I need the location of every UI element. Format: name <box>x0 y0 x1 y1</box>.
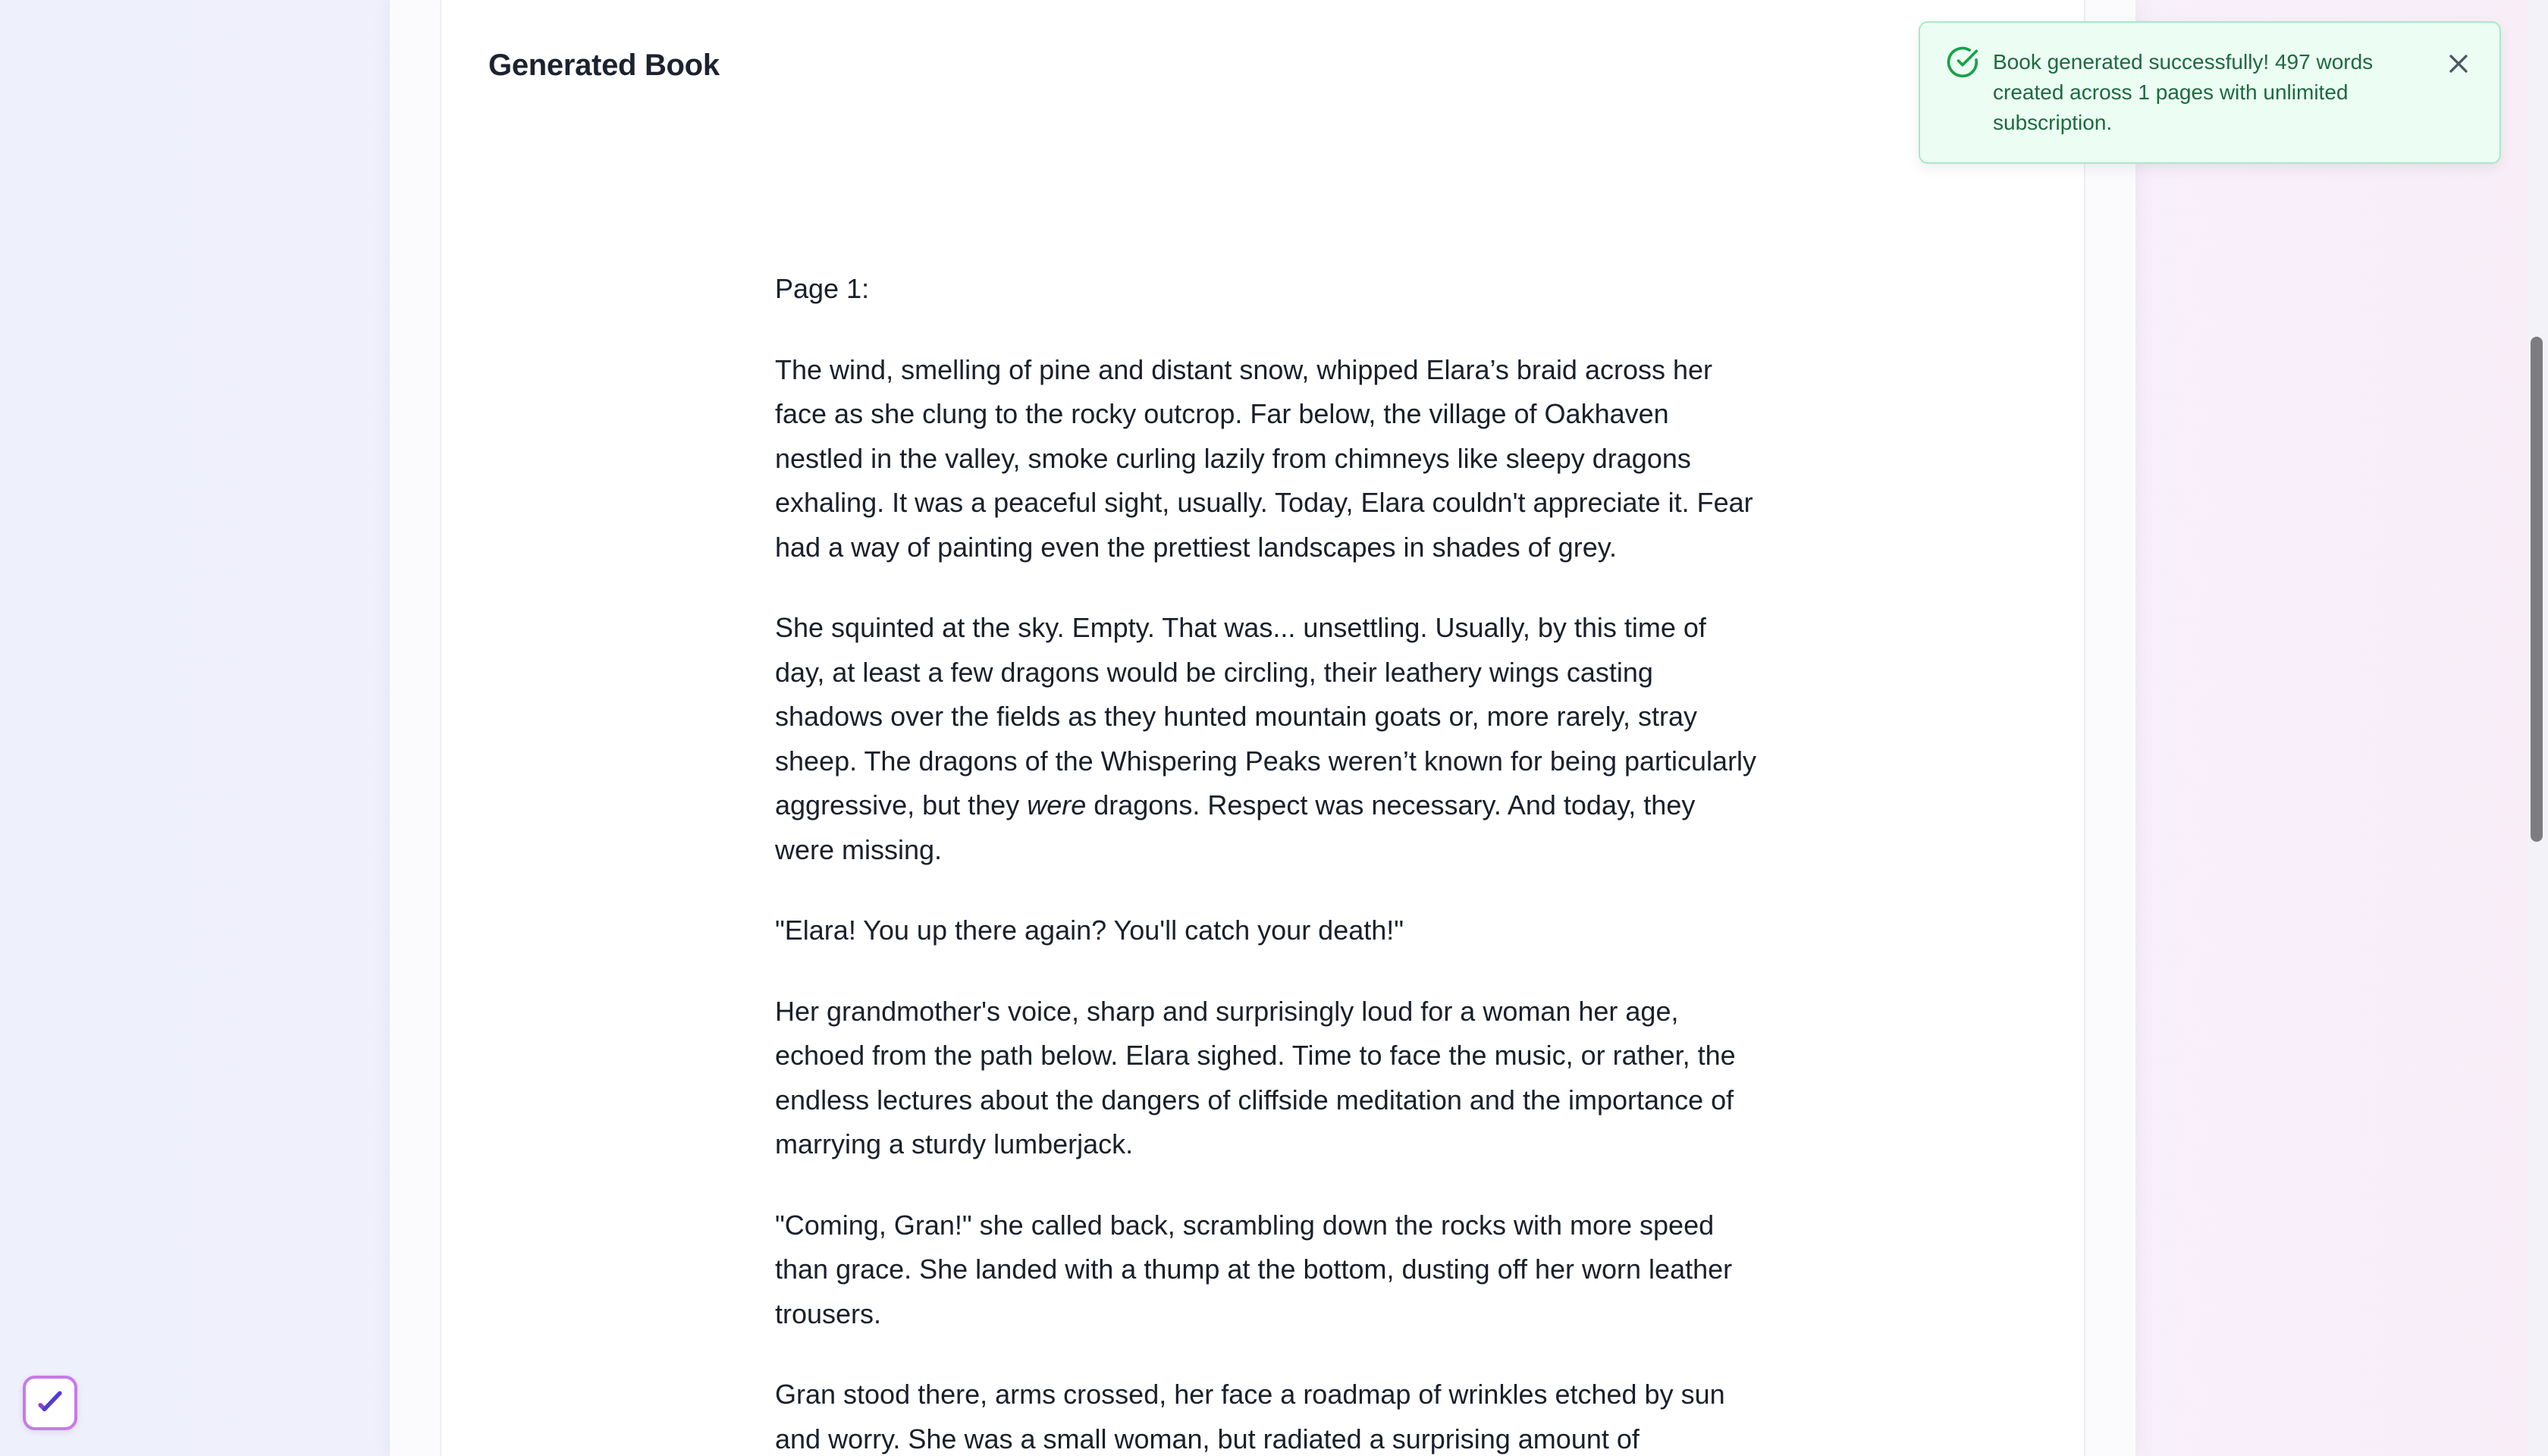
scrollbar-thumb[interactable] <box>2531 337 2543 842</box>
toast-message: Book generated successfully! 497 words created across 1 pages with unlimited subscription. <box>1993 50 2374 134</box>
paragraph: The wind, smelling of pine and distant snow, whipped Elara’s braid across her face as she clung to the rocky outcrop. Far below, the village of Oakhaven nestled in the valley, smoke curling lazily from chimneys like sleepy dragons exhaling. It was a peaceful sight, usually. Today, Elara couldn't appreciate it. Fear had a way of painting even the prettiest landscapes in shades of grey. <box>775 353 1753 563</box>
book-content <box>775 267 1761 1456</box>
paragraph-emphasis: were <box>1027 789 1087 821</box>
checkmark-widget-button[interactable] <box>23 1376 77 1430</box>
card-title: Generated Book <box>488 49 720 82</box>
paragraph: Gran stood there, arms crossed, her face a roadmap of wrinkles etched by sun and worry. She was a small woman, but radiated a surprising amount of <box>775 1379 1725 1454</box>
paragraph: Her grandmother's voice, sharp and surprisingly loud for a woman her age, echoed from the path below. Elara sighed. Time to face the music, or rather, the endless lectures about the dangers of cliffside meditation and the importance of marrying a sturdy lumberjack. <box>775 995 1736 1159</box>
paragraph: "Coming, Gran!" she called back, scrambling down the rocks with more speed than grace. She landed with a thump at the bottom, dusting off her worn leather trousers. <box>775 1209 1733 1329</box>
checkmark-icon <box>33 1386 67 1420</box>
page-heading: Page 1: <box>775 273 870 304</box>
paragraph: "Elara! You up there again? You'll catch your death!" <box>775 915 1404 946</box>
close-icon[interactable] <box>2443 49 2474 79</box>
paragraph <box>775 606 1761 872</box>
check-circle-icon <box>1946 46 1979 79</box>
success-toast <box>1919 21 2501 164</box>
paragraph-text: dragons. Respect was necessary. And today, they were missing. <box>775 789 1696 865</box>
paragraph-text: She squinted at the sky. Empty. That was... unsettling. Usually, by this time of day, at least a few dragons would be circling, their leathery wings casting shadows over the fields as they hunted mountain goats or, more rarely, stray sheep. The dragons of the Whispering Peaks weren’t known for being particularly aggressive, but they <box>775 612 1757 821</box>
